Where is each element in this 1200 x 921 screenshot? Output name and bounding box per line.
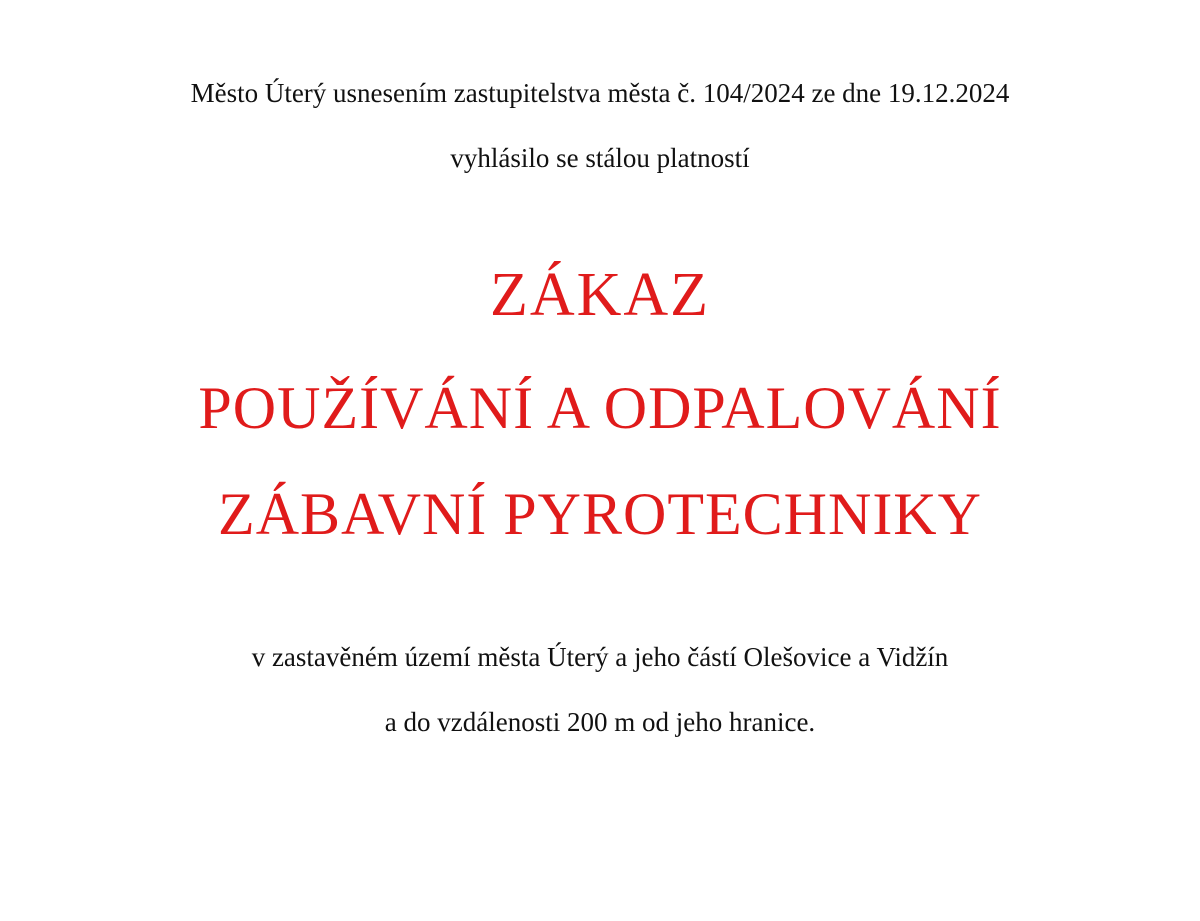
intro-line-2: vyhlásilo se stálou platností: [450, 143, 750, 173]
intro-paragraph: [0, 80, 1200, 172]
headline-line-1: ZÁKAZ: [489, 261, 711, 329]
headline-block: [0, 261, 1200, 547]
headline-line-3: ZÁBAVNÍ PYROTECHNIKY: [218, 481, 982, 547]
headline-line-2: POUŽÍVÁNÍ A ODPALOVÁNÍ: [198, 375, 1002, 441]
notice-page: [0, 80, 1200, 921]
footer-line-1: v zastavěném území města Úterý a jeho částí Olešovice a Vidžín: [251, 642, 949, 672]
footer-paragraph: [0, 644, 1200, 736]
footer-line-2: a do vzdálenosti 200 m od jeho hranice.: [384, 707, 816, 737]
intro-line-1: Město Úterý usnesením zastupitelstva města č. 104/2024 ze dne 19.12.2024: [190, 78, 1010, 108]
